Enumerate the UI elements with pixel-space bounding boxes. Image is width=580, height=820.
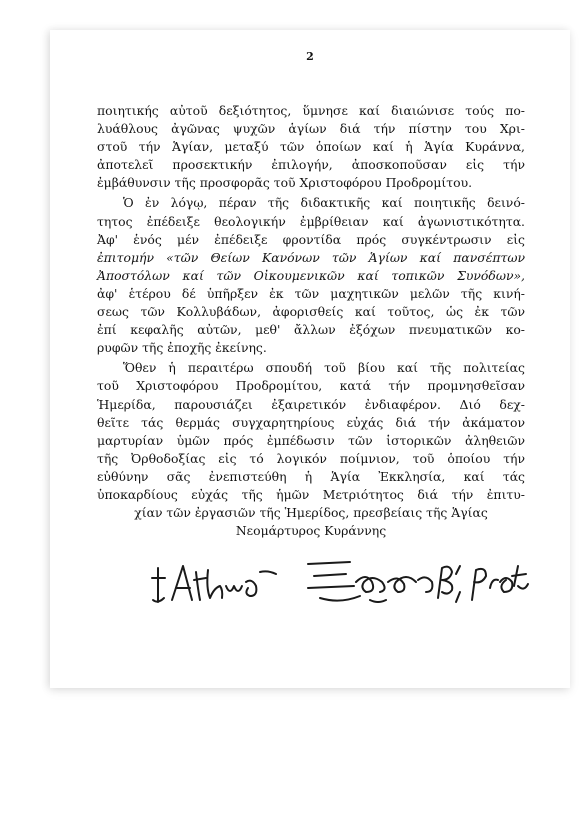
text-line: Ὅθεν ἡ περαιτέρω σπουδή τοῦ βίου καί τῆς πολιτείας [123, 360, 525, 376]
document-page [50, 30, 570, 688]
paragraph-1 [97, 102, 525, 192]
text-line: θεῖτε τάς θερμάς συγχαρητηρίους εὐχάς διά τήν ἀκάματον [97, 414, 525, 430]
text-line: Ἀποστόλων καί τῶν Οἰκουμενικῶν καί τοπικῶν Συνόδων», [97, 267, 525, 283]
handwritten-signature [150, 552, 530, 612]
text-line: τητος ἐπέδειξε θεολογικήν ἐμβρίθειαν καί ἀγωνιστικότητα. [97, 213, 525, 229]
text-line: εὐθύνην σᾶς ἐνεπιστεύθη ἡ Ἁγία Ἐκκλησία, καί τάς [97, 468, 525, 484]
text-line: Ἡμερίδα, παρουσιάζει ἐξαιρετικόν ἐνδιαφέρον. Διό δεχ- [97, 396, 525, 412]
text-line: ἐπιτομήν «τῶν Θείων Κανόνων τῶν Ἁγίων καί πανσέπτων [97, 249, 525, 265]
text-line: χίαν τῶν ἐργασιῶν τῆς Ἡμερίδος, πρεσβείαις τῆς Ἁγίας [134, 505, 488, 521]
text-line: Ἀφ' ἑνός μέν ἐπέδειξε φροντίδα πρός συγκέντρωσιν εἰς [97, 231, 525, 247]
text-line: ἐπί κεφαλῆς αὐτῶν, μεθ' ἄλλων ἐξόχων πνευματικῶν κο- [97, 322, 525, 338]
text-line: Ὁ ἐν λόγῳ, πέραν τῆς διδακτικῆς καί ποιητικῆς δεινό- [123, 195, 525, 211]
text-line: τῆς Ὀρθοδοξίας εἰς τό λογικόν ποίμνιον, τοῦ ὁποίου τήν [97, 450, 525, 466]
text-line: τοῦ Χριστοφόρου Προδρομίτου, κατά τήν προμνησθεῖσαν [97, 378, 525, 394]
paragraph-2 [97, 194, 525, 357]
page-number: 2 [306, 50, 314, 63]
text-line: Νεομάρτυρος Κυράννης [235, 523, 387, 539]
text-line: ποιητικής αὐτοῦ δεξιότητος, ὕμνησε καί διαιώνισε τούς πο- [97, 103, 525, 118]
text-line: στοῦ τήν Ἁγίαν, μεταξύ τῶν ὁποίων καί ἡ Ἁγία Κυράννα, [97, 139, 525, 155]
paragraph-3 [97, 359, 525, 540]
letter-body [97, 102, 525, 540]
text-line: ρυφῶν τῆς ἐποχῆς ἐκείνης. [97, 340, 267, 356]
text-line: ἐμβάθυνσιν τῆς προσφορᾶς τοῦ Χριστοφόρου Προδρομίτου. [97, 175, 473, 191]
text-line: σεως τῶν Κολλυβάδων, ἀφορισθείς καί τοῦτος, ὡς ἐκ τῶν [97, 304, 525, 320]
text-line: ἀφ' ἑτέρου δέ ὑπῆρξεν ἐκ τῶν μαχητικῶν μελῶν τῆς κινή- [97, 285, 525, 301]
text-line: ἀποτελεῖ προσεκτικήν ἐπιλογήν, ἀποσκοποῦσαν εἰς τήν [97, 157, 525, 173]
text-line: ὑποκαρδίους εὐχάς τῆς ἡμῶν Μετριότητος διά τήν ἐπιτυ- [97, 486, 525, 502]
text-line: μαρτυρίαν ὑμῶν πρός ἐμπέδωσιν τῶν ἱστορικῶν ἀληθειῶν [97, 432, 525, 448]
text-line: λυάθλους ἀγῶνας ψυχῶν ἁγίων διά τήν πίστην του Χρι- [97, 121, 525, 137]
